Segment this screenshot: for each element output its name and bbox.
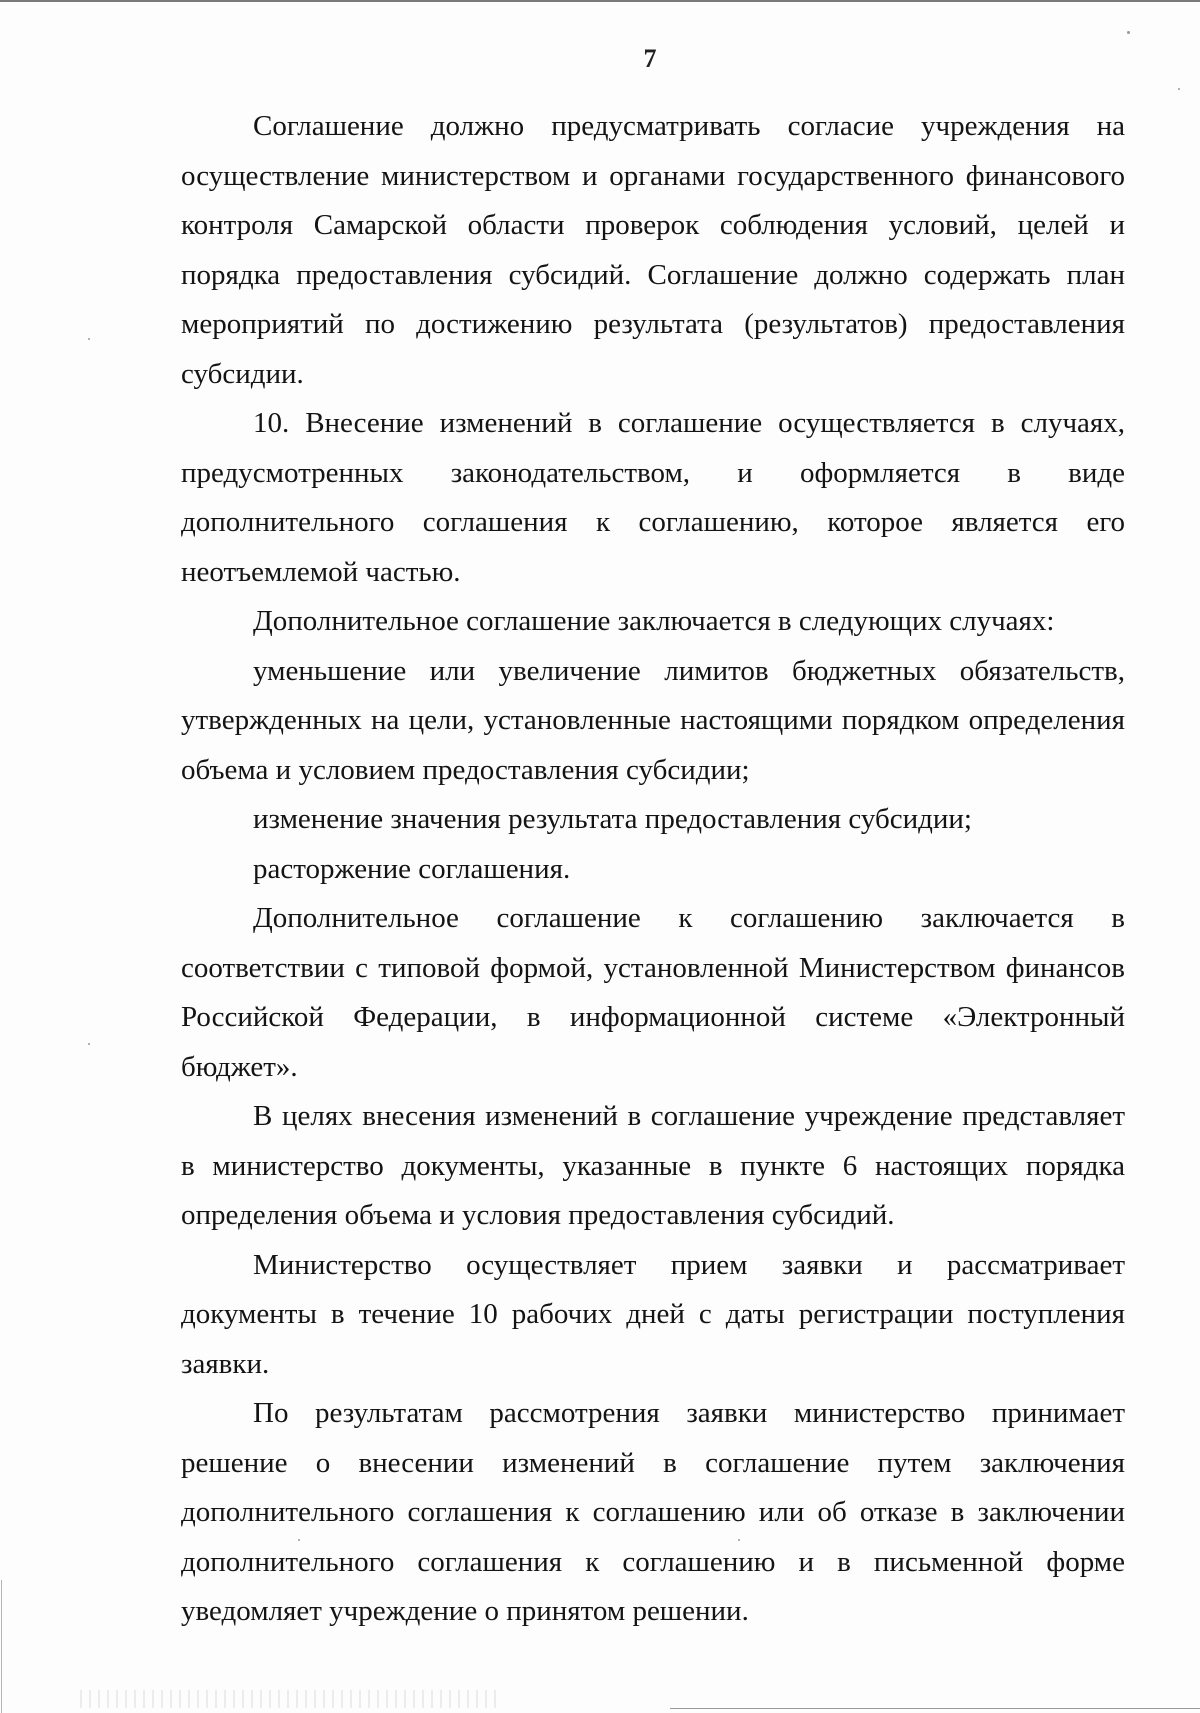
paragraph-documents-submission: В целях внесения изменений в соглашение учреждение представляет в министерство документы, указанные в пункте 6 настоящих порядка определения объема и условия предоставления субсидий. xyxy=(181,1100,1125,1231)
scan-top-border xyxy=(0,0,1200,2)
scan-speck xyxy=(738,1539,740,1541)
scan-speck xyxy=(1178,88,1180,90)
scan-left-edge xyxy=(1,1580,2,1713)
paragraph-standard-form: Дополнительное соглашение к соглашению заключается в соответствии с типовой формой, установленной Министерством финансов Российской Федерации, в информационной системе «Электронный бюджет». xyxy=(181,902,1125,1083)
paragraph-decision: По результатам рассмотрения заявки министерство принимает решение о внесении изменений в соглашение путем заключения дополнительного соглашения к соглашению или об отказе в заключении дополнительного соглашения к соглашению и в письменной форме уведомляет учреждение о принятом решении. xyxy=(181,1397,1125,1627)
paragraph-case-termination: расторжение соглашения. xyxy=(253,852,571,885)
paragraph-case-result-change: изменение значения результата предоставления субсидии; xyxy=(253,803,972,835)
scan-bottom-line xyxy=(670,1708,1200,1709)
paragraph-item-10: 10. Внесение изменений в соглашение осуществляется в случаях, предусмотренных законодательством, и оформляется в виде дополнительного соглашения к соглашению, которое является его неотъемлемой частью. xyxy=(181,407,1125,588)
scan-speck xyxy=(88,338,90,340)
document-body xyxy=(181,102,1125,1637)
scan-speck xyxy=(88,1043,90,1045)
scan-speck xyxy=(1127,31,1130,34)
paragraph-review-period: Министерство осуществляет прием заявки и рассматривает документы в течение 10 рабочих дней с даты регистрации поступления заявки. xyxy=(181,1248,1125,1380)
paragraph-agreement-consent: Соглашение должно предусматривать согласие учреждения на осуществление министерством и органами государственного финансового контроля Самарской области проверок соблюдения условий, целей и порядка предоставления субсидий. Соглашение должно содержать план мероприятий по достижению результата (результатов) предоставления субсидии. xyxy=(181,110,1125,390)
scan-speck xyxy=(298,1539,300,1541)
page-number: 7 xyxy=(643,44,657,73)
paragraph-case-limits: уменьшение или увеличение лимитов бюджетных обязательств, утвержденных на цели, установленные настоящими порядком определения объема и условием предоставления субсидии; xyxy=(181,654,1125,786)
scan-bottom-noise xyxy=(80,1690,500,1708)
paragraph-cases-intro: Дополнительное соглашение заключается в следующих случаях: xyxy=(253,605,1055,637)
